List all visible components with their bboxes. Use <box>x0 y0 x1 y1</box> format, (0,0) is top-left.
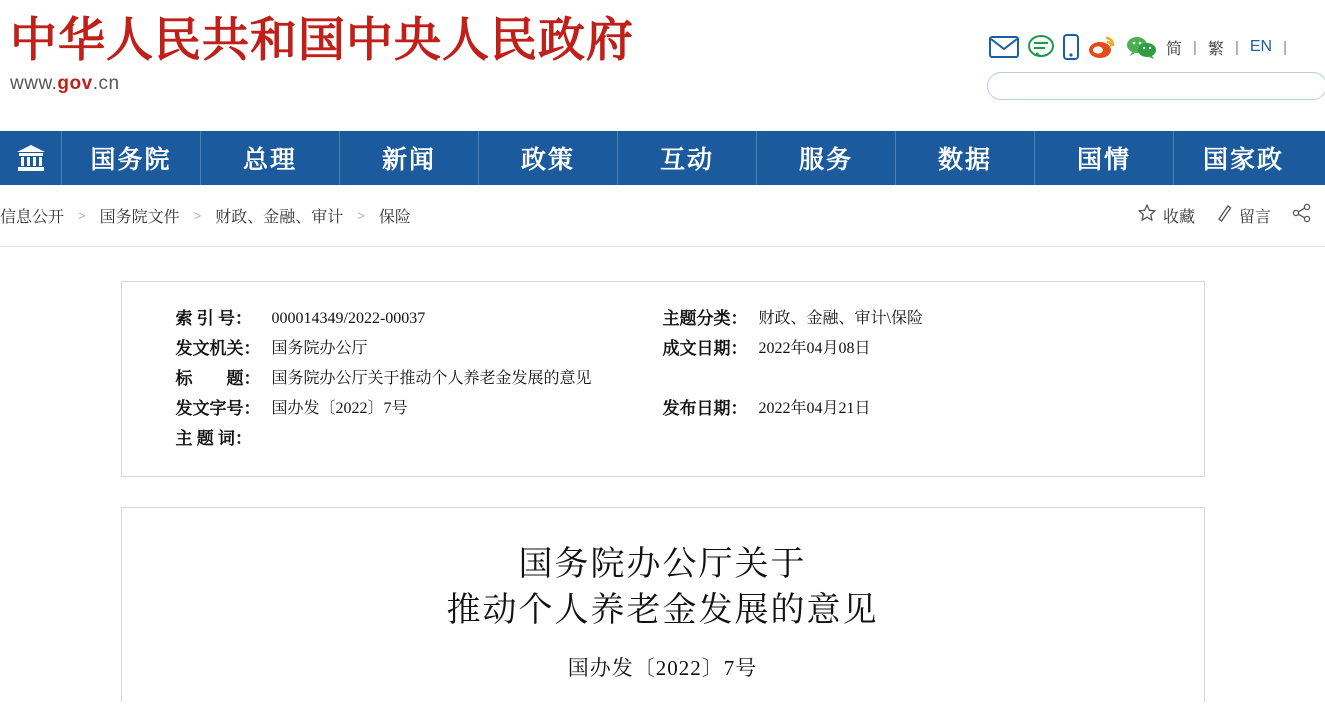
breadcrumb-item-0[interactable]: 信息公开 <box>0 209 65 226</box>
breadcrumb <box>0 204 411 227</box>
document-number: 国办发〔2022〕7号 <box>567 656 758 680</box>
nav-item-6[interactable]: 数据 <box>896 131 1035 185</box>
document-title-line-2: 推动个人养老金发展的意见 <box>446 592 879 629</box>
lang-separator-1: | <box>1193 38 1197 56</box>
domain-prefix: www. <box>10 73 58 95</box>
breadcrumb-bar <box>0 185 1325 247</box>
site-logo[interactable] <box>10 14 634 95</box>
main-navigation <box>0 131 1325 185</box>
domain-suffix: .cn <box>92 73 120 95</box>
search-input[interactable] <box>988 73 1325 99</box>
metadata-cell-title <box>176 364 1150 394</box>
comment-button[interactable] <box>1215 203 1271 228</box>
nav-item-4[interactable]: 互动 <box>618 131 757 185</box>
header-utilities <box>985 34 1325 100</box>
nav-item-2[interactable]: 新闻 <box>340 131 479 185</box>
share-button[interactable] <box>1291 203 1319 228</box>
metadata-row <box>176 304 1150 334</box>
metadata-cell-publish-date <box>663 394 1150 424</box>
metadata-value: 国务院办公厅 <box>271 340 368 357</box>
nav-item-0[interactable]: 国务院 <box>62 131 201 185</box>
breadcrumb-item-3[interactable]: 保险 <box>378 209 411 226</box>
metadata-cell-keywords <box>176 424 1150 454</box>
breadcrumb-item-2[interactable]: 财政、金融、审计 <box>215 209 344 226</box>
metadata-value: 2022年04月08日 <box>758 340 871 357</box>
metadata-label: 标 题： <box>175 369 261 388</box>
document-title-box <box>121 507 1205 702</box>
metadata-row <box>176 364 1150 394</box>
metadata-label: 索 引 号： <box>175 309 252 328</box>
metadata-label: 发布日期： <box>662 399 748 418</box>
weibo-icon[interactable] <box>1088 35 1116 59</box>
mobile-icon[interactable] <box>1063 34 1079 60</box>
star-icon <box>1137 203 1157 228</box>
metadata-row <box>176 394 1150 424</box>
metadata-row <box>176 424 1150 454</box>
site-logo-domain <box>10 73 634 95</box>
domain-gov: gov <box>57 73 93 95</box>
lang-simplified-link[interactable]: 简 <box>1166 40 1183 58</box>
breadcrumb-separator-0: > <box>78 208 86 223</box>
nav-item-7[interactable]: 国情 <box>1035 131 1174 185</box>
lang-separator-3: | <box>1283 38 1287 56</box>
page-tools <box>1137 203 1319 228</box>
breadcrumb-separator-1: > <box>193 208 202 223</box>
header-icon-row <box>985 34 1325 60</box>
comment-label: 留言 <box>1238 209 1271 226</box>
metadata-label: 主题分类： <box>662 309 748 328</box>
pen-icon <box>1215 203 1233 228</box>
metadata-cell-written-date <box>663 334 1150 364</box>
metadata-label: 成文日期： <box>662 339 748 358</box>
mail-icon[interactable] <box>989 36 1019 58</box>
metadata-label: 发文字号： <box>175 399 261 418</box>
metadata-cell-issuer <box>176 334 663 364</box>
lang-traditional-link[interactable]: 繁 <box>1207 40 1224 58</box>
search-box[interactable] <box>987 72 1325 100</box>
lang-english-link[interactable]: EN <box>1249 38 1273 55</box>
nav-item-1[interactable]: 总理 <box>201 131 340 185</box>
nav-item-3[interactable]: 政策 <box>479 131 618 185</box>
metadata-value: 2022年04月21日 <box>758 400 871 417</box>
breadcrumb-item-1[interactable]: 国务院文件 <box>99 209 180 226</box>
document-area <box>0 247 1325 702</box>
metadata-label: 发文机关： <box>175 339 261 358</box>
metadata-cell-category <box>663 304 1150 334</box>
document-metadata-table <box>121 281 1205 477</box>
metadata-cell-index <box>176 304 663 334</box>
metadata-row <box>176 334 1150 364</box>
favorite-button[interactable] <box>1137 203 1195 228</box>
metadata-value: 国办发〔2022〕7号 <box>271 400 408 417</box>
metadata-value: 财政、金融、审计\保险 <box>758 310 923 327</box>
nav-home-button[interactable] <box>0 131 62 185</box>
site-header <box>0 0 1325 131</box>
metadata-cell-doc-number <box>176 394 663 424</box>
document-title-line-1: 国务院办公厅关于 <box>518 546 807 583</box>
site-logo-title: 中华人民共和国中央人民政府 <box>10 15 634 67</box>
gov-building-icon <box>14 143 48 173</box>
nav-item-5[interactable]: 服务 <box>757 131 896 185</box>
lang-separator-2: | <box>1234 38 1239 56</box>
favorite-label: 收藏 <box>1162 209 1195 226</box>
wechat-icon[interactable] <box>1125 35 1157 59</box>
metadata-value: 000014349/2022-00037 <box>271 310 426 327</box>
breadcrumb-separator-2: > <box>357 208 365 223</box>
metadata-label: 主 题 词： <box>175 429 252 448</box>
message-icon[interactable] <box>1028 35 1054 59</box>
share-icon <box>1291 203 1313 228</box>
metadata-value: 国务院办公厅关于推动个人养老金发展的意见 <box>271 370 592 387</box>
nav-item-8[interactable]: 国家政 <box>1202 146 1284 174</box>
